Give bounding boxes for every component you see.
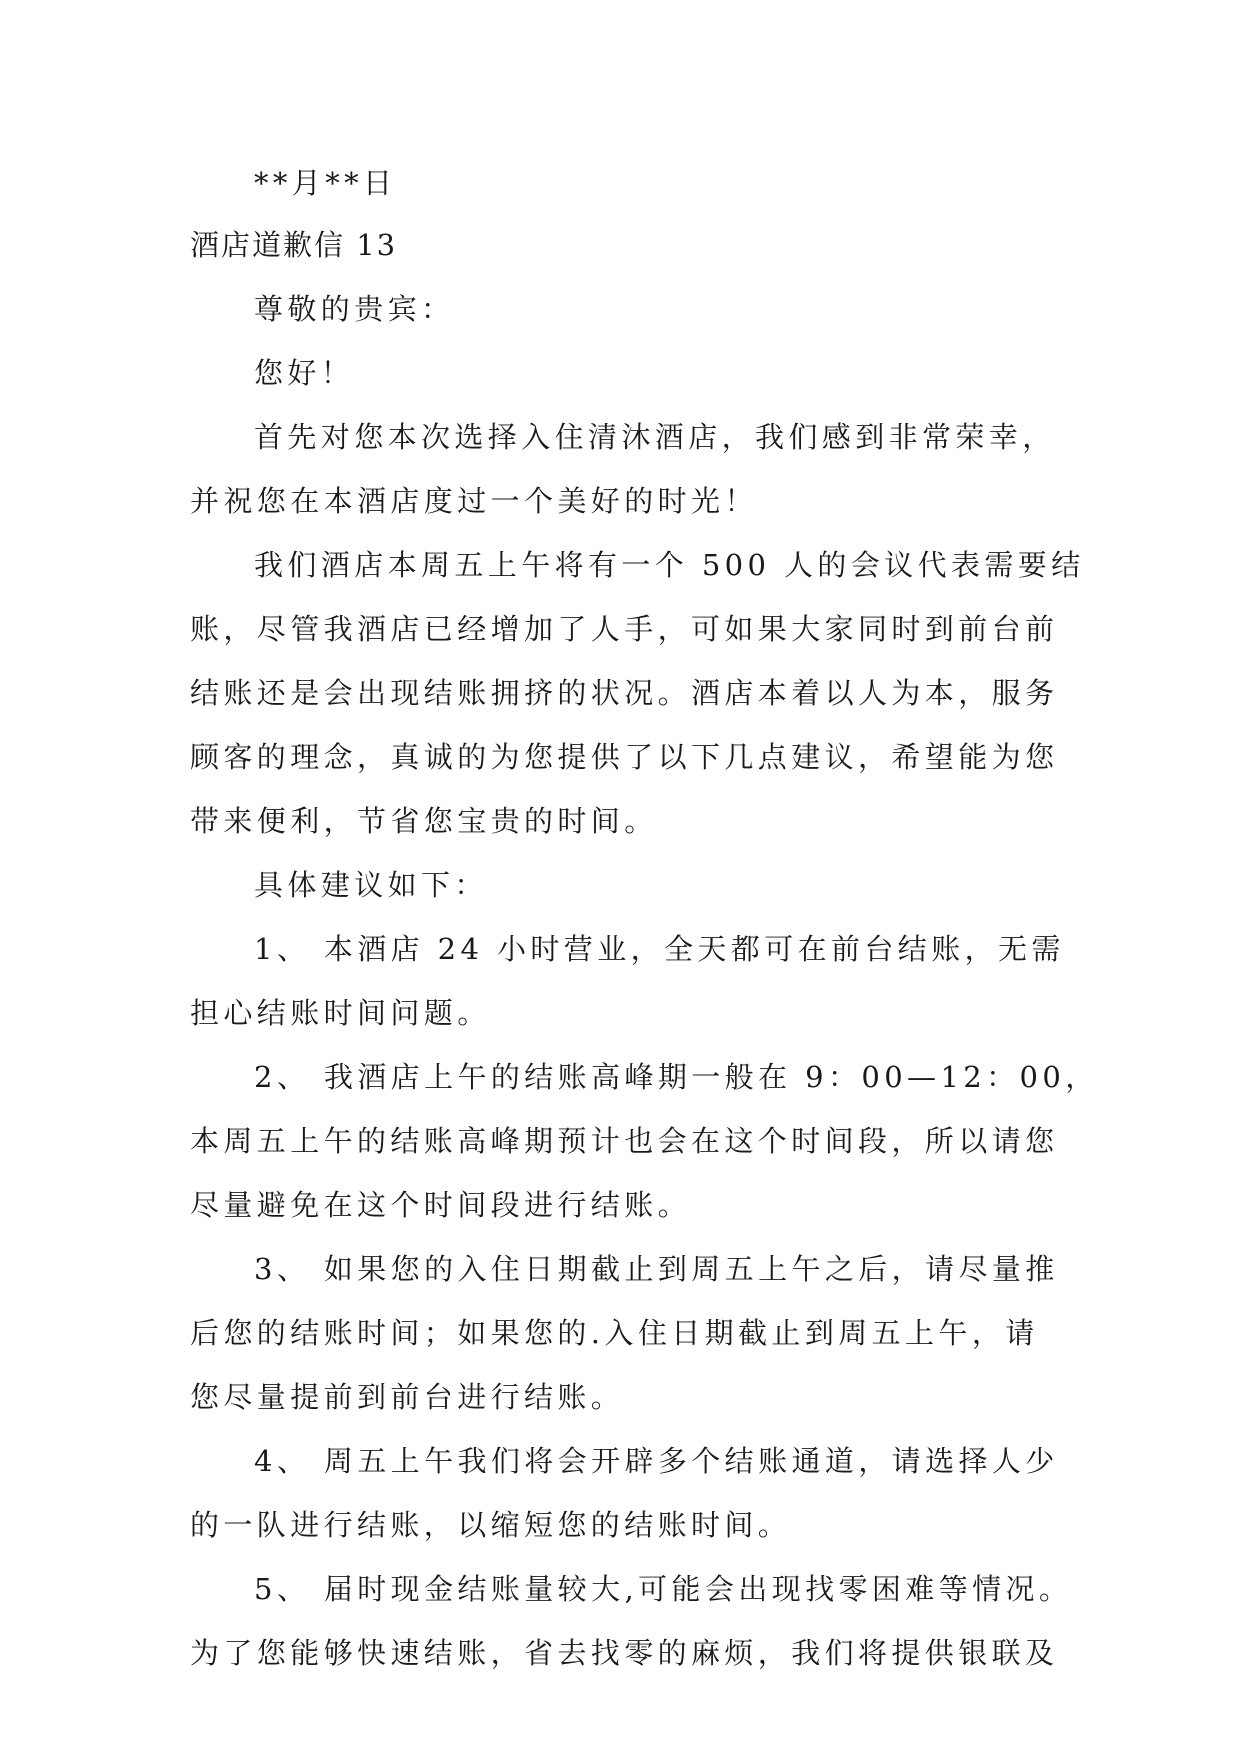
- suggestion-item-3: 3、 如果您的入住日期截止到周五上午之后，请尽量推: [254, 1252, 1059, 1286]
- body-line: 首先对您本次选择入住清沐酒店，我们感到非常荣幸，: [254, 420, 1056, 454]
- date-line: **月**日: [254, 166, 397, 200]
- salutation: 尊敬的贵宾：: [254, 292, 455, 326]
- body-line: 顾客的理念，真诚的为您提供了以下几点建议，希望能为您: [190, 740, 1059, 774]
- greeting: 您好！: [254, 356, 355, 390]
- suggestion-item-3-cont: 您尽量提前到前台进行结账。: [190, 1380, 625, 1414]
- suggestion-item-1: 1、 本酒店 24 小时营业，全天都可在前台结账，无需: [254, 932, 1065, 966]
- suggestion-item-4-cont: 的一队进行结账，以缩短您的结账时间。: [190, 1508, 792, 1542]
- body-line: 并祝您在本酒店度过一个美好的时光！: [190, 484, 758, 518]
- suggestion-item-5-cont: 为了您能够快速结账，省去找零的麻烦，我们将提供银联及: [190, 1636, 1059, 1670]
- body-line: 结账还是会出现结账拥挤的状况。酒店本着以人为本，服务: [190, 676, 1059, 710]
- body-line: 账，尽管我酒店已经增加了人手，可如果大家同时到前台前: [190, 612, 1059, 646]
- body-line: 带来便利，节省您宝贵的时间。: [190, 804, 658, 838]
- suggestion-item-5: 5、 届时现金结账量较大,可能会出现找零困难等情况。: [254, 1572, 1073, 1606]
- suggestion-item-1-cont: 担心结账时间问题。: [190, 996, 491, 1030]
- suggestion-item-2: 2、 我酒店上午的结账高峰期一般在 9：00—12：00，: [254, 1060, 1099, 1094]
- body-line: 我们酒店本周五上午将有一个 500 人的会议代表需要结: [254, 548, 1085, 582]
- suggestion-item-2-cont: 本周五上午的结账高峰期预计也会在这个时间段，所以请您: [190, 1124, 1059, 1158]
- suggestions-heading: 具体建议如下：: [254, 868, 488, 902]
- suggestion-item-3-cont: 后您的结账时间；如果您的.入住日期截止到周五上午，请: [190, 1316, 1039, 1350]
- suggestion-item-4: 4、 周五上午我们将会开辟多个结账通道，请选择人少: [254, 1444, 1059, 1478]
- suggestion-item-2-cont: 尽量避免在这个时间段进行结账。: [190, 1188, 692, 1222]
- letter-title: 酒店道歉信 13: [190, 228, 398, 262]
